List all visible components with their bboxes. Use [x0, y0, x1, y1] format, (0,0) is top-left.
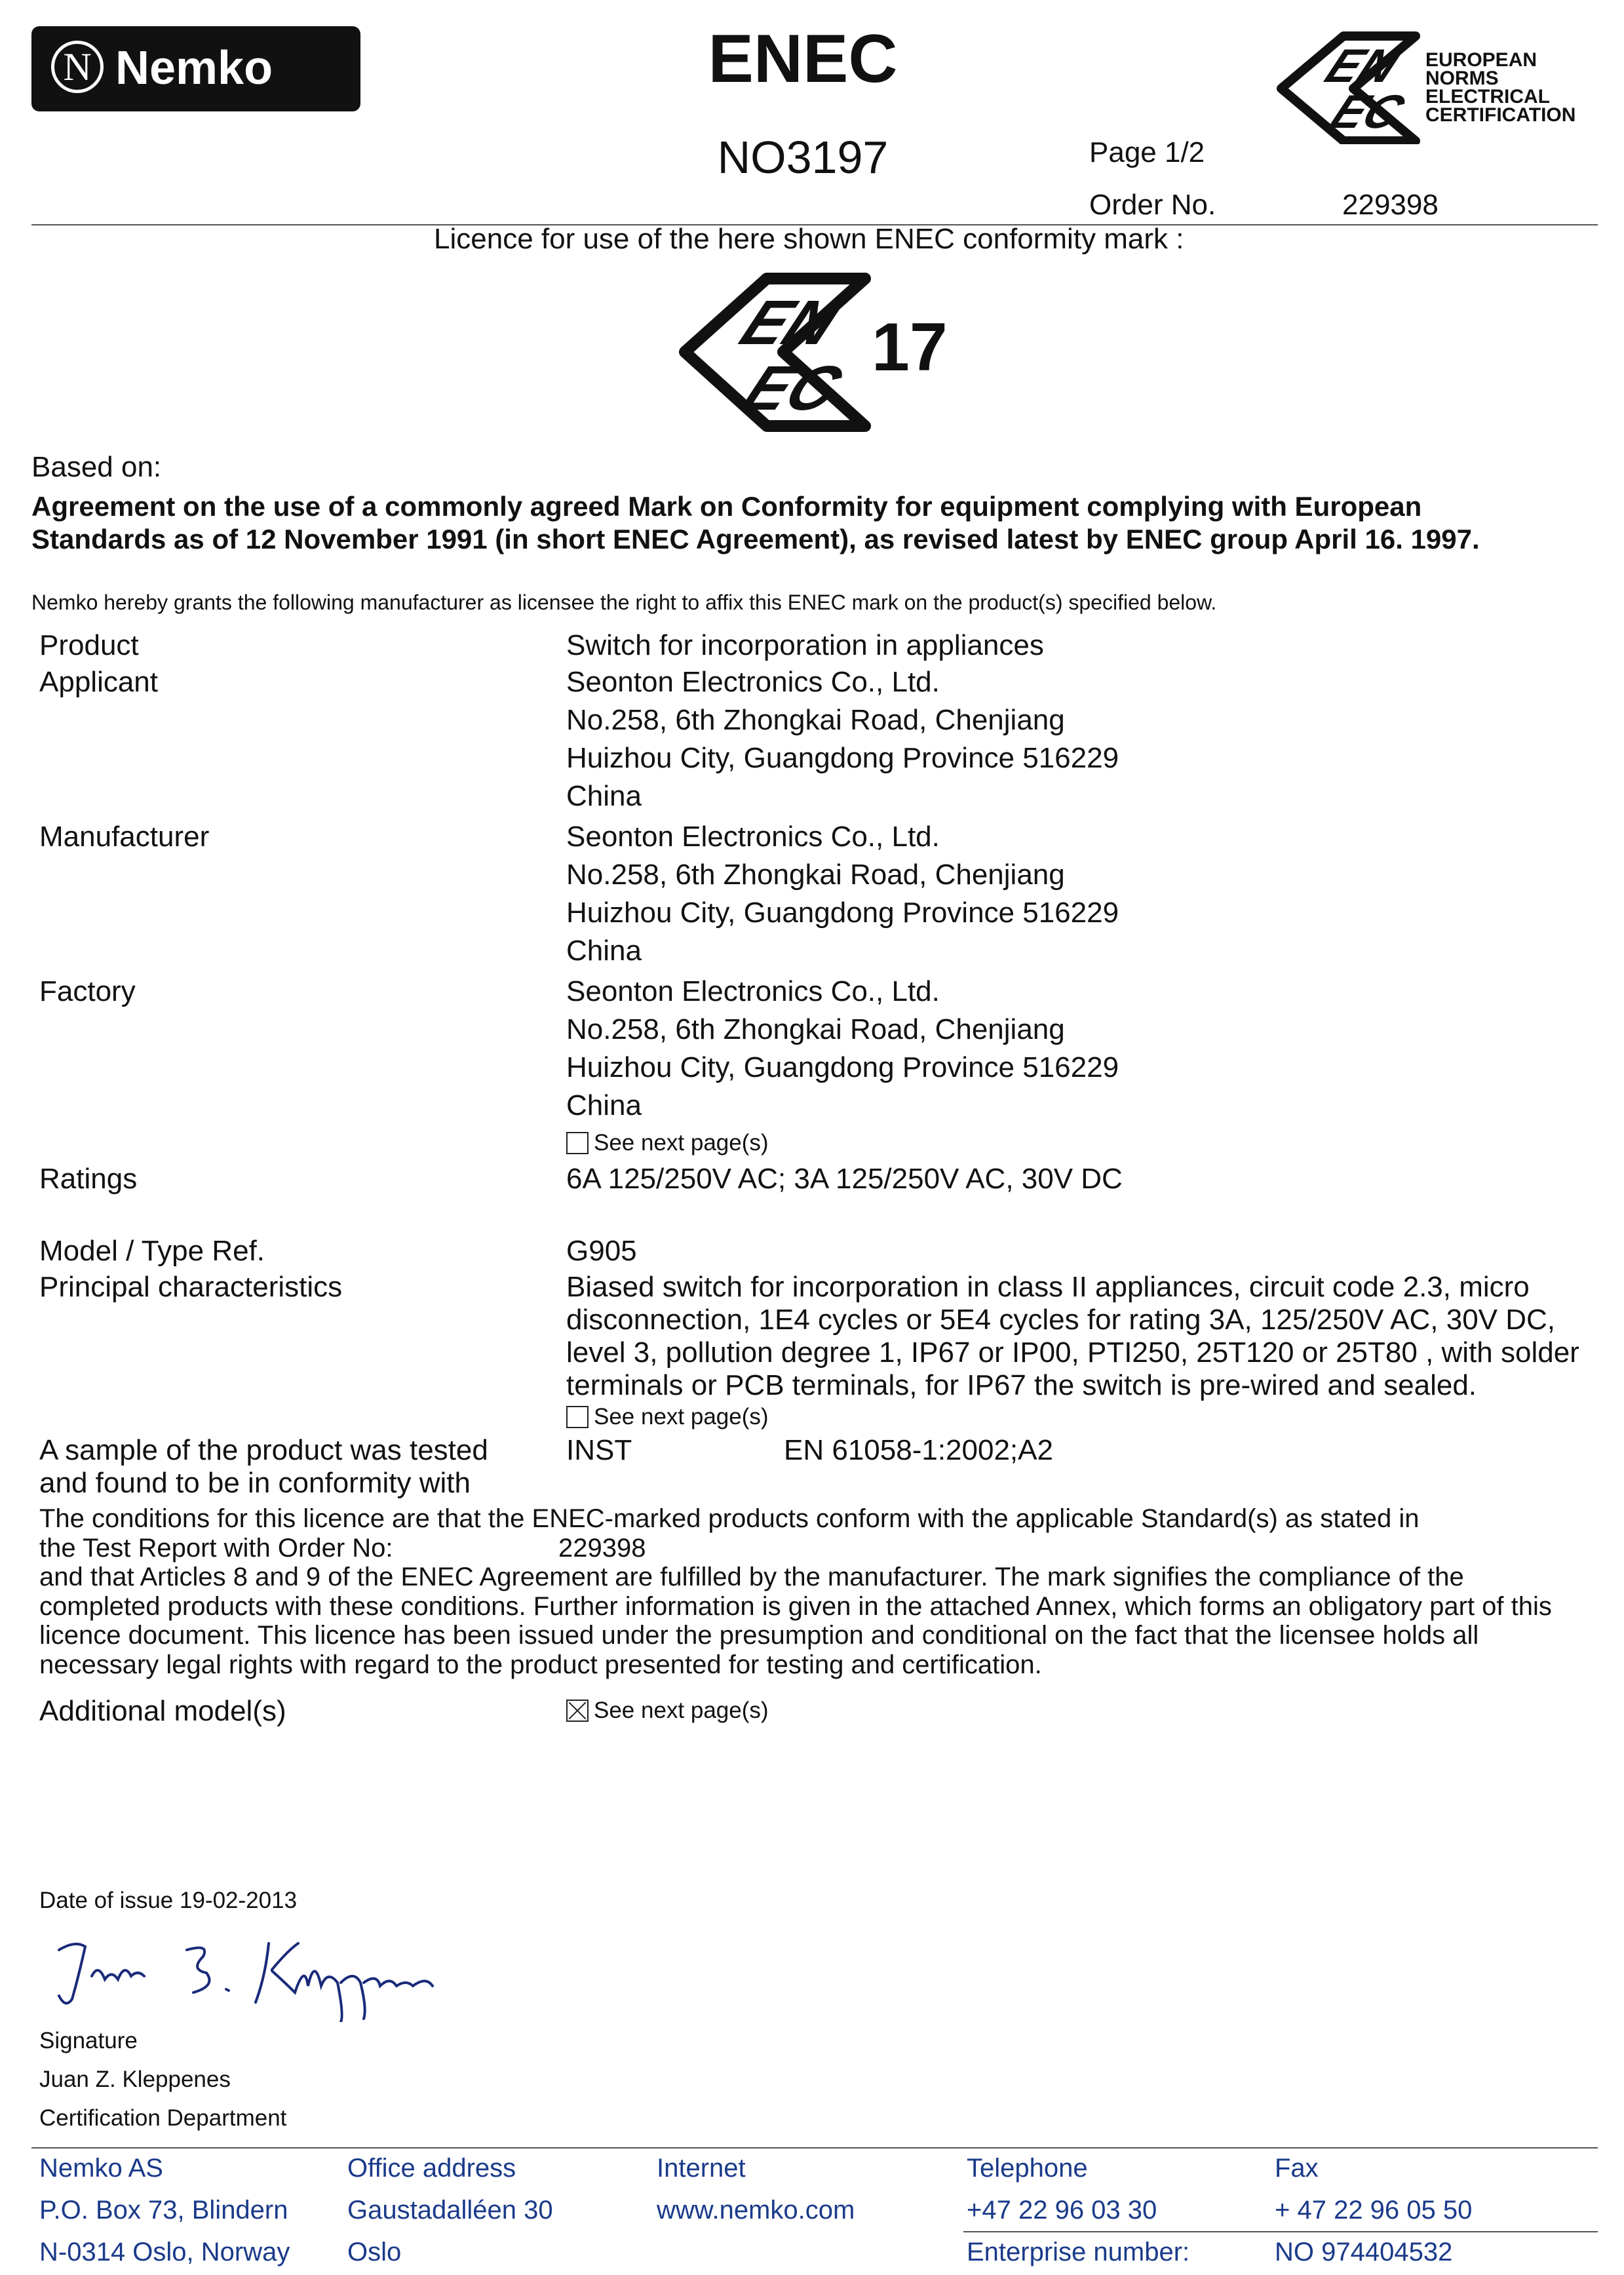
svg-text:EN: EN: [729, 287, 851, 358]
document-title: ENEC: [708, 21, 898, 97]
footer-heading: Internet: [657, 2154, 746, 2183]
agreement-text: [31, 490, 1480, 556]
footer-heading: Fax: [1275, 2154, 1319, 2183]
signatory-department: Certification Department: [39, 2105, 287, 2131]
order-label: Order No.: [1089, 189, 1216, 221]
footer-line: Gaustadalléen 30: [347, 2196, 553, 2225]
website-link[interactable]: www.nemko.com: [657, 2196, 855, 2225]
signatory-name: Juan Z. Kleppenes: [39, 2067, 231, 2092]
corner-text: [1425, 51, 1576, 125]
footer-col-company: [39, 2154, 290, 2266]
licence-intro: Licence for use of the here shown ENEC conformity mark :: [434, 223, 1184, 255]
factory-label: Factory: [39, 975, 136, 1007]
certificate-number: NO3197: [717, 132, 889, 183]
footer-line: +47 22 96 03 30: [967, 2196, 1157, 2225]
applicant-address: [566, 663, 1119, 815]
address-line: No.258, 6th Zhongkai Road, Chenjiang: [566, 704, 1065, 736]
manufacturer-label: Manufacturer: [39, 821, 210, 853]
inst-label: INST: [566, 1434, 632, 1466]
product-label: Product: [39, 629, 139, 661]
footer-col-telephone: [967, 2154, 1189, 2266]
nemko-logo-circle: N: [51, 41, 104, 93]
model-label: Model / Type Ref.: [39, 1235, 265, 1267]
footer-line: + 47 22 96 05 50: [1275, 2196, 1473, 2225]
conditions-line: necessary legal rights with regard to the product presented for testing and certification.: [39, 1650, 1042, 1679]
date-of-issue: Date of issue 19-02-2013: [39, 1888, 298, 1913]
address-line: China: [566, 1089, 642, 1121]
factory-see-next-checkbox[interactable]: [566, 1132, 589, 1154]
ratings-label: Ratings: [39, 1163, 138, 1195]
sample-label-line: and found to be in conformity with: [39, 1467, 471, 1499]
corner-line: ELECTRICAL: [1425, 86, 1550, 107]
footer-line: NO 974404532: [1275, 2238, 1453, 2266]
standard-value: EN 61058-1:2002;A2: [784, 1434, 1053, 1466]
principal-see-next-checkbox[interactable]: [566, 1406, 589, 1428]
additional-see-next[interactable]: [566, 1696, 769, 1725]
principal-line: disconnection, 1E4 cycles or 5E4 cycles for rating 3A, 125/250V AC, 30V DC,: [566, 1304, 1556, 1336]
signature-label: Signature: [39, 2028, 138, 2053]
footer-col-fax: [1275, 2154, 1472, 2266]
address-line: Seonton Electronics Co., Ltd.: [566, 821, 940, 853]
test-report-value: 229398: [558, 1533, 646, 1563]
test-report-line: [39, 1534, 1552, 1563]
address-line: No.258, 6th Zhongkai Road, Chenjiang: [566, 1013, 1065, 1045]
address-line: No.258, 6th Zhongkai Road, Chenjiang: [566, 859, 1065, 891]
conditions-line: and that Articles 8 and 9 of the ENEC Agreement are fulfilled by the manufacturer. The mark signifies the compliance of the: [39, 1563, 1464, 1591]
manufacturer-address: [566, 818, 1119, 970]
footer-col-office: [347, 2154, 553, 2266]
footer-line: N-0314 Oslo, Norway: [39, 2238, 290, 2266]
svg-text:EC: EC: [732, 353, 853, 423]
sample-label-line: A sample of the product was tested: [39, 1434, 488, 1466]
footer-heading: Office address: [347, 2154, 516, 2183]
footer-line: Enterprise number:: [967, 2238, 1190, 2266]
conditions-line: completed products with these conditions. Further information is given in the attached Annex, which forms an obligatory part of this: [39, 1591, 1552, 1621]
test-report-label: the Test Report with Order No:: [39, 1533, 393, 1563]
conditions-line: The conditions for this licence are that the ENEC-marked products conform with the applicable Standard(s) as stated in: [39, 1504, 1420, 1533]
address-line: Seonton Electronics Co., Ltd.: [566, 975, 940, 1007]
see-next-label: See next page(s): [594, 1130, 769, 1156]
address-line: Huizhou City, Guangdong Province 516229: [566, 1051, 1119, 1083]
principal-value: [566, 1271, 1579, 1402]
svg-text:EN: EN: [1317, 39, 1408, 93]
nemko-logo: [31, 26, 360, 111]
footer-divider-top: [31, 2147, 1598, 2149]
sample-label: [39, 1434, 488, 1500]
handwritten-signature: [46, 1924, 439, 2022]
address-line: Huizhou City, Guangdong Province 516229: [566, 897, 1119, 929]
agreement-line: Standards as of 12 November 1991 (in short ENEC Agreement), as revised latest by ENEC group April 16. 1997.: [31, 524, 1480, 554]
see-next-label: See next page(s): [594, 1404, 769, 1429]
enec-17-mark-icon: [668, 272, 950, 433]
order-number: 229398: [1342, 189, 1439, 221]
corner-line: EUROPEAN: [1425, 49, 1537, 71]
footer-heading: Nemko AS: [39, 2154, 163, 2183]
additional-see-next-checkbox[interactable]: [566, 1700, 589, 1722]
principal-see-next[interactable]: [566, 1403, 769, 1431]
factory-see-next[interactable]: [566, 1129, 769, 1157]
product-value: Switch for incorporation in appliances: [566, 629, 1044, 661]
address-line: China: [566, 935, 642, 967]
address-line: Seonton Electronics Co., Ltd.: [566, 666, 940, 698]
principal-line: Biased switch for incorporation in class II appliances, circuit code 2.3, micro: [566, 1271, 1530, 1303]
corner-line: CERTIFICATION: [1425, 104, 1576, 126]
footer-line: P.O. Box 73, Blindern: [39, 2196, 288, 2225]
principal-label: Principal characteristics: [39, 1271, 343, 1303]
principal-line: level 3, pollution degree 1, IP67 or IP00, PTI250, 25T120 or 25T80 , with solder: [566, 1336, 1579, 1369]
model-value: G905: [566, 1235, 637, 1267]
page-number: Page 1/2: [1089, 136, 1205, 168]
footer-heading: Telephone: [967, 2154, 1088, 2183]
svg-text:EC: EC: [1322, 85, 1413, 139]
enec-corner-mark-icon: [1268, 29, 1425, 144]
see-next-label: See next page(s): [594, 1698, 769, 1723]
grant-text: Nemko hereby grants the following manufacturer as licensee the right to affix this ENEC mark on the product(s) specified below.: [31, 591, 1217, 614]
agreement-line: Agreement on the use of a commonly agreed Mark on Conformity for equipment complying with European: [31, 491, 1422, 522]
ratings-value: 6A 125/250V AC; 3A 125/250V AC, 30V DC: [566, 1163, 1123, 1195]
mark-number: 17: [872, 309, 948, 385]
factory-address: [566, 973, 1119, 1125]
address-line: Huizhou City, Guangdong Province 516229: [566, 742, 1119, 774]
conditions-line: licence document. This licence has been issued under the presumption and conditional on the fact that the licensee holds all: [39, 1621, 1479, 1650]
based-on-label: Based on:: [31, 451, 162, 483]
applicant-label: Applicant: [39, 666, 159, 698]
additional-label: Additional model(s): [39, 1695, 286, 1727]
conditions-text: [39, 1504, 1552, 1679]
footer-line: Oslo: [347, 2238, 402, 2266]
corner-line: NORMS: [1425, 68, 1499, 89]
footer-col-internet: [657, 2154, 855, 2238]
address-line: China: [566, 780, 642, 812]
nemko-logo-text: Nemko: [115, 42, 273, 94]
principal-line: terminals or PCB terminals, for IP67 the switch is pre-wired and sealed.: [566, 1369, 1477, 1401]
